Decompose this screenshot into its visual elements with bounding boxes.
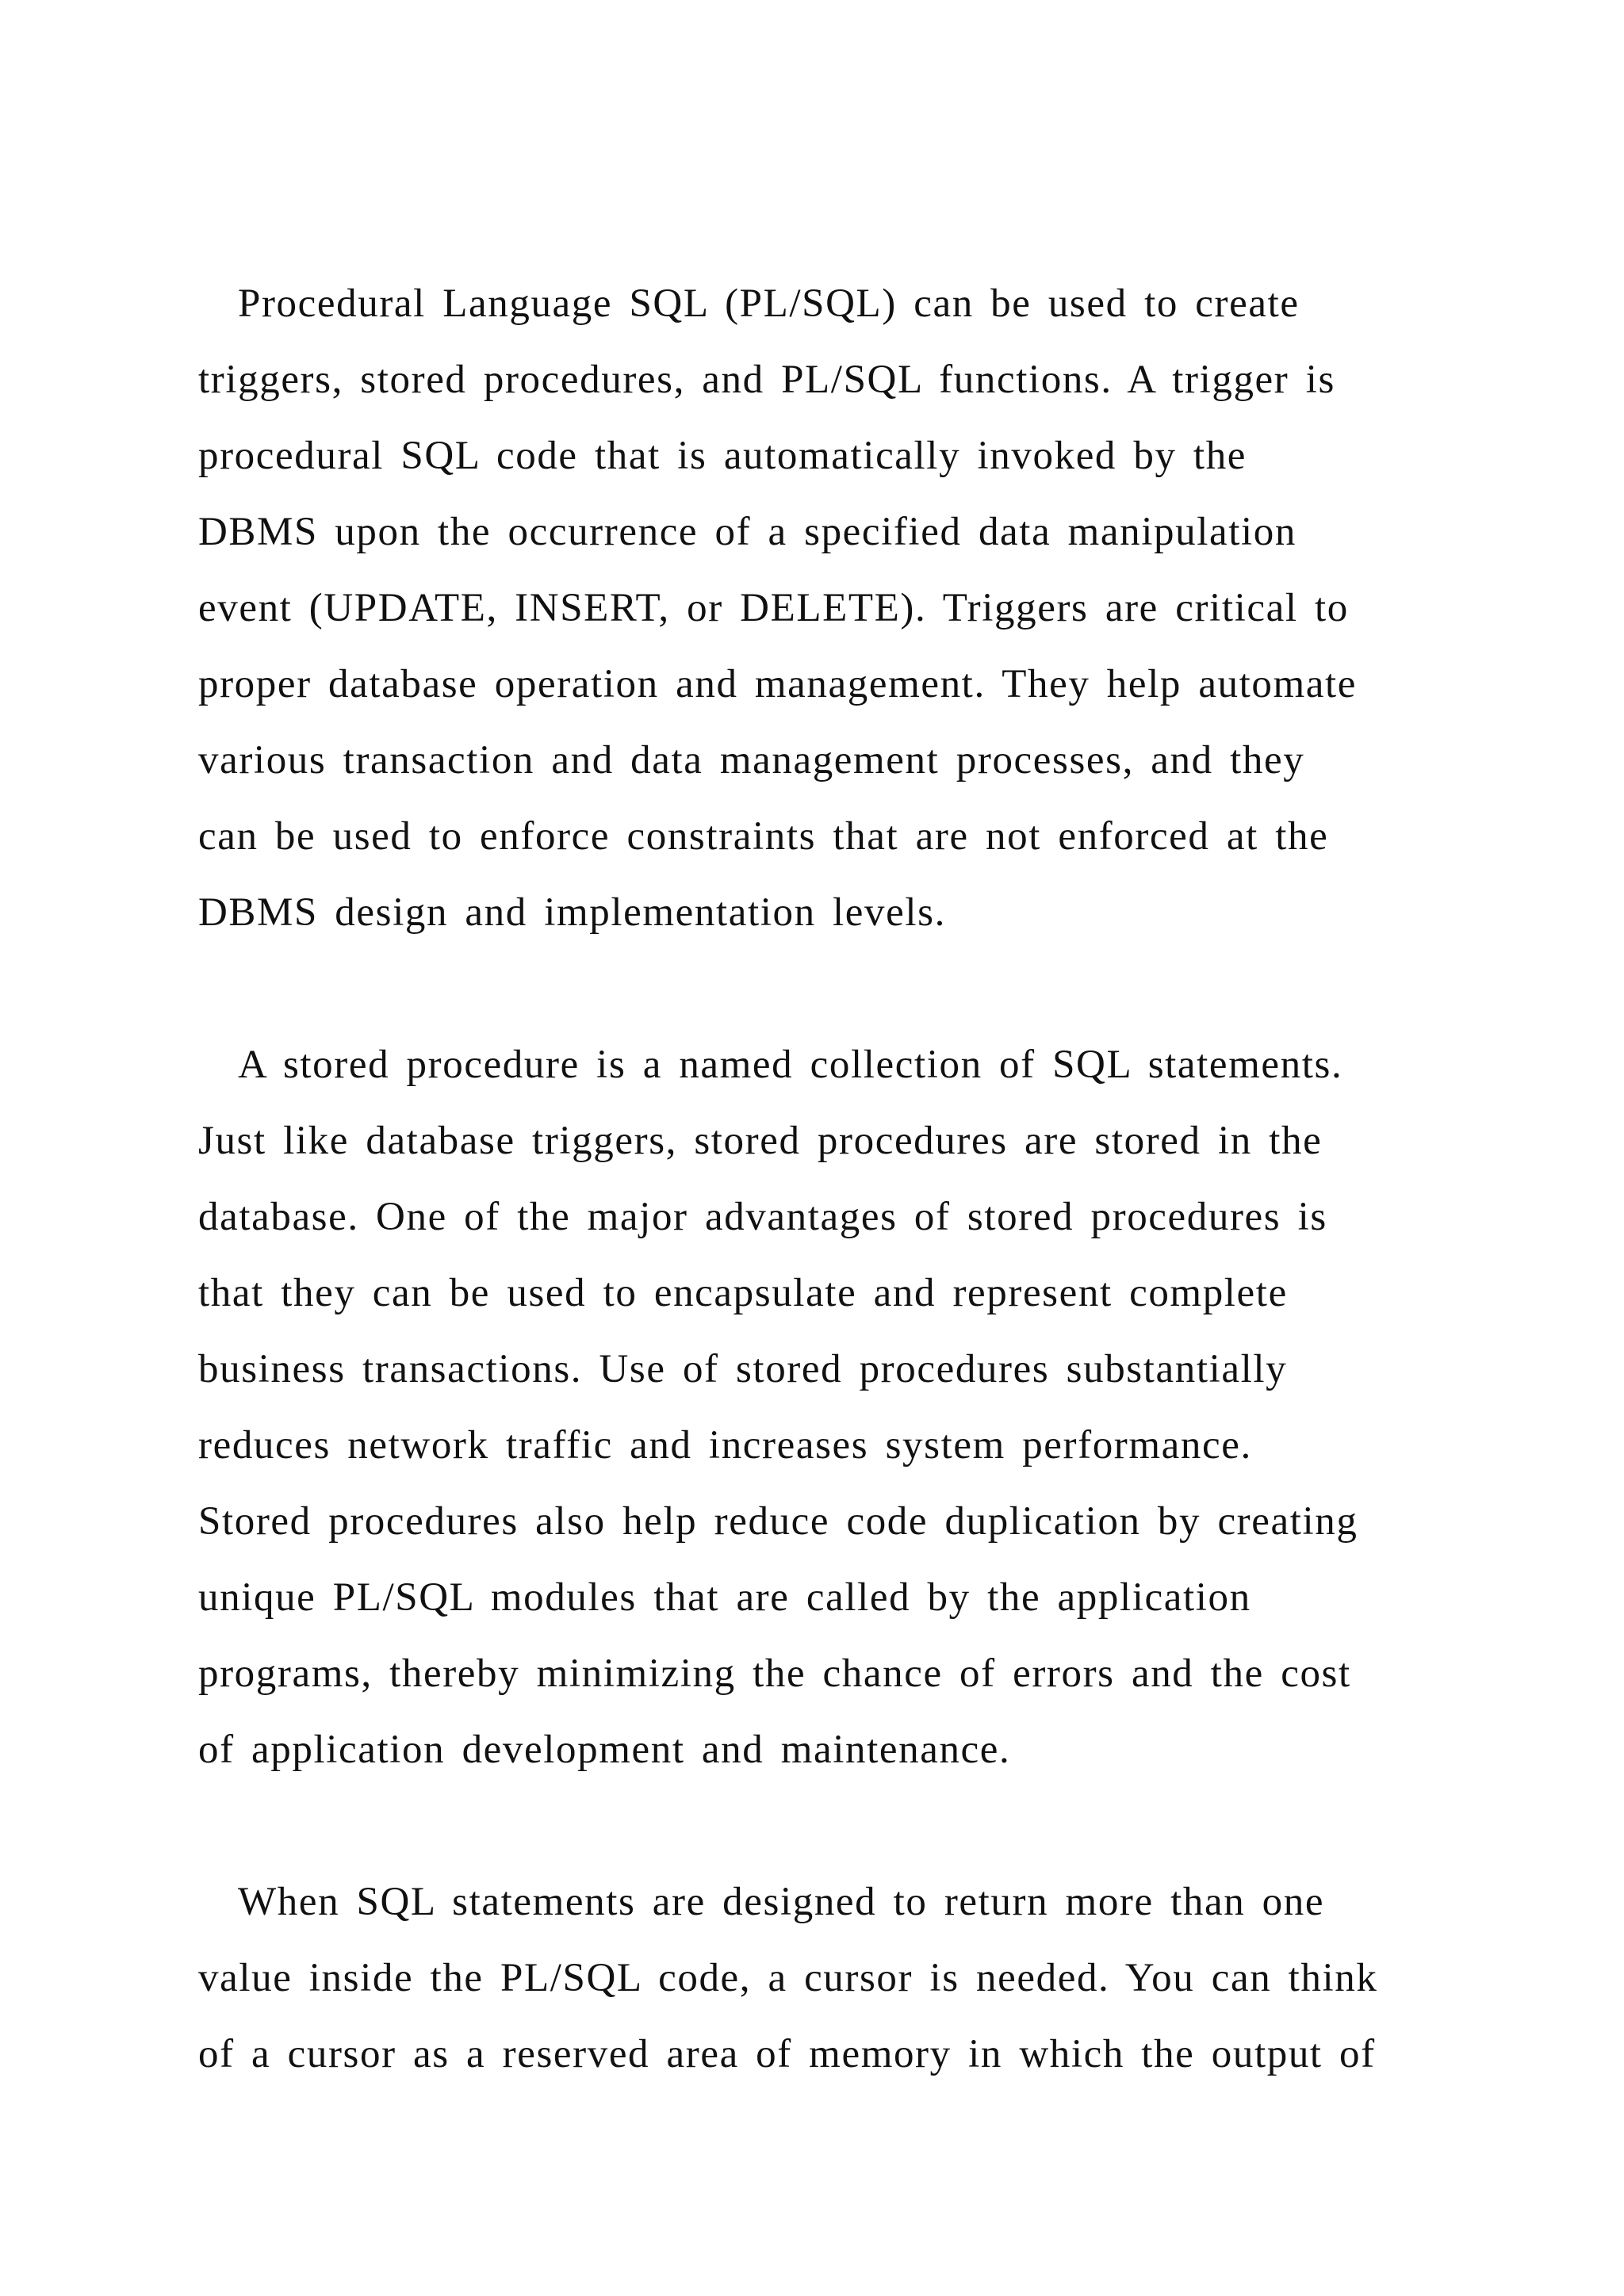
text-line: reduces network traffic and increases system performance.	[198, 1423, 1252, 1468]
text-line: Just like database triggers, stored procedures are stored in the	[198, 1119, 1323, 1163]
text-line: various transaction and data management processes, and they	[198, 738, 1305, 783]
text-line: programs, thereby minimizing the chance of errors and the cost	[198, 1651, 1351, 1696]
text-line: value inside the PL/SQL code, a cursor is needed. You can think	[198, 1956, 1378, 2000]
text-line: unique PL/SQL modules that are called by the application	[198, 1575, 1251, 1620]
text-line: A stored procedure is a named collection of SQL statements.	[238, 1043, 1343, 1087]
text-line: Stored procedures also help reduce code duplication by creating	[198, 1499, 1358, 1544]
text-line: proper database operation and management. They help automate	[198, 662, 1358, 706]
paragraph-triggers	[198, 266, 1435, 951]
text-line: procedural SQL code that is automatically invoked by the	[198, 434, 1247, 478]
text-line: event (UPDATE, INSERT, or DELETE). Triggers are critical to	[198, 586, 1349, 630]
text-line: business transactions. Use of stored procedures substantially	[198, 1347, 1288, 1391]
text-line: Procedural Language SQL (PL/SQL) can be used to create	[238, 281, 1300, 326]
text-line: triggers, stored procedures, and PL/SQL functions. A trigger is	[198, 358, 1335, 402]
text-line: DBMS design and implementation levels.	[198, 890, 946, 935]
paragraph-stored-procedures	[198, 1027, 1435, 1788]
text-line: that they can be used to encapsulate and represent complete	[198, 1271, 1288, 1315]
text-line: of a cursor as a reserved area of memory in which the output of	[198, 2032, 1376, 2076]
text-line: can be used to enforce constraints that are not enforced at the	[198, 814, 1329, 859]
body-text	[198, 266, 1435, 2092]
text-line: of application development and maintenance.	[198, 1728, 1011, 1772]
paragraph-cursors	[198, 1864, 1435, 2092]
text-line: DBMS upon the occurrence of a specified data manipulation	[198, 510, 1297, 554]
text-line: database. One of the major advantages of stored procedures is	[198, 1195, 1327, 1239]
text-line: When SQL statements are designed to return more than one	[238, 1880, 1325, 1924]
